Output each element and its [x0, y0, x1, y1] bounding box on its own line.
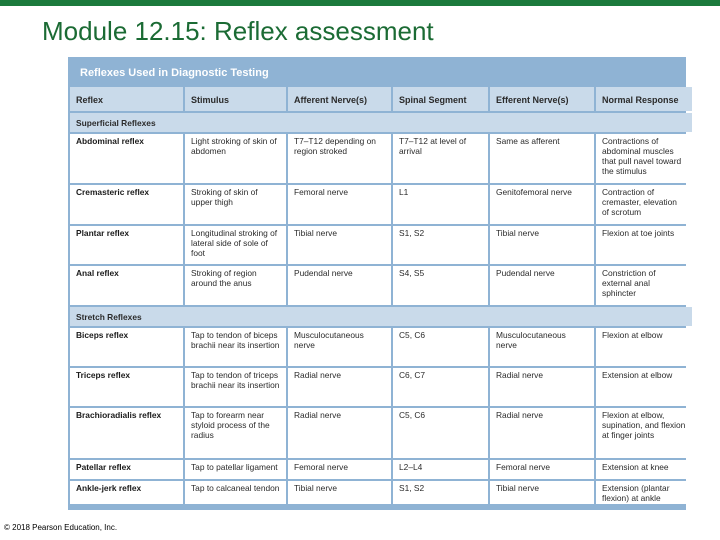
reflex-table-panel — [68, 57, 686, 510]
table-row — [70, 266, 692, 305]
stimulus-cell: Tap to forearm near styloid process of the radius — [185, 408, 286, 458]
afferent-cell: Musculocutaneous nerve — [288, 328, 391, 366]
column-header-efferent: Efferent Nerve(s) — [490, 87, 594, 111]
table-row — [70, 226, 692, 264]
afferent-cell: Radial nerve — [288, 368, 391, 406]
efferent-cell: Radial nerve — [490, 408, 594, 458]
afferent-cell: Radial nerve — [288, 408, 391, 458]
stimulus-cell: Tap to patellar ligament — [185, 460, 286, 479]
response-cell: Extension (plantar flexion) at ankle — [596, 481, 692, 504]
copyright-notice: © 2018 Pearson Education, Inc. — [4, 523, 118, 532]
response-cell: Flexion at elbow — [596, 328, 692, 366]
afferent-cell: T7–T12 depending on region stroked — [288, 134, 391, 183]
spinal-segment-cell: T7–T12 at level of arrival — [393, 134, 488, 183]
spinal-segment-cell: S1, S2 — [393, 481, 488, 504]
reflex-table — [68, 85, 694, 506]
section-label-superficial: Superficial Reflexes — [70, 113, 692, 132]
table-title: Reflexes Used in Diagnostic Testing — [80, 67, 269, 79]
efferent-cell: Pudendal nerve — [490, 266, 594, 305]
section-label-stretch: Stretch Reflexes — [70, 307, 692, 326]
table-row — [70, 134, 692, 183]
response-cell: Constriction of external anal sphincter — [596, 266, 692, 305]
table-row — [70, 460, 692, 479]
stimulus-cell: Tap to tendon of biceps brachii near its insertion — [185, 328, 286, 366]
response-cell: Flexion at toe joints — [596, 226, 692, 264]
table-row — [70, 328, 692, 366]
stimulus-cell: Tap to tendon of triceps brachii near its insertion — [185, 368, 286, 406]
afferent-cell: Femoral nerve — [288, 185, 391, 224]
afferent-cell: Tibial nerve — [288, 226, 391, 264]
efferent-cell: Same as afferent — [490, 134, 594, 183]
stimulus-cell: Light stroking of skin of abdomen — [185, 134, 286, 183]
section-row-superficial — [70, 113, 692, 132]
efferent-cell: Tibial nerve — [490, 226, 594, 264]
column-header-stimulus: Stimulus — [185, 87, 286, 111]
column-header-reflex: Reflex — [70, 87, 183, 111]
slide-title: Module 12.15: Reflex assessment — [42, 16, 434, 46]
column-header-normal-response: Normal Response — [596, 87, 692, 111]
column-header-spinal-segment: Spinal Segment — [393, 87, 488, 111]
reflex-name: Triceps reflex — [70, 368, 183, 406]
response-cell: Flexion at elbow, supination, and flexion at finger joints — [596, 408, 692, 458]
reflex-name: Cremasteric reflex — [70, 185, 183, 224]
reflex-name: Anal reflex — [70, 266, 183, 305]
response-cell: Contractions of abdominal muscles that pull navel toward the stimulus — [596, 134, 692, 183]
spinal-segment-cell: C5, C6 — [393, 328, 488, 366]
reflex-name: Patellar reflex — [70, 460, 183, 479]
efferent-cell: Tibial nerve — [490, 481, 594, 504]
spinal-segment-cell: S4, S5 — [393, 266, 488, 305]
table-row — [70, 368, 692, 406]
section-row-stretch — [70, 307, 692, 326]
table-row — [70, 408, 692, 458]
top-accent-bar — [0, 0, 720, 6]
efferent-cell: Radial nerve — [490, 368, 594, 406]
column-header-afferent: Afferent Nerve(s) — [288, 87, 391, 111]
stimulus-cell: Longitudinal stroking of lateral side of sole of foot — [185, 226, 286, 264]
table-row — [70, 185, 692, 224]
efferent-cell: Musculocutaneous nerve — [490, 328, 594, 366]
reflex-name: Ankle-jerk reflex — [70, 481, 183, 504]
efferent-cell: Femoral nerve — [490, 460, 594, 479]
reflex-name: Plantar reflex — [70, 226, 183, 264]
afferent-cell: Tibial nerve — [288, 481, 391, 504]
stimulus-cell: Stroking of skin of upper thigh — [185, 185, 286, 224]
spinal-segment-cell: C5, C6 — [393, 408, 488, 458]
spinal-segment-cell: S1, S2 — [393, 226, 488, 264]
stimulus-cell: Tap to calcaneal tendon — [185, 481, 286, 504]
table-row — [70, 481, 692, 504]
response-cell: Contraction of cremaster, elevation of scrotum — [596, 185, 692, 224]
response-cell: Extension at elbow — [596, 368, 692, 406]
efferent-cell: Genitofemoral nerve — [490, 185, 594, 224]
spinal-segment-cell: L1 — [393, 185, 488, 224]
afferent-cell: Femoral nerve — [288, 460, 391, 479]
reflex-name: Brachioradialis reflex — [70, 408, 183, 458]
reflex-name: Abdominal reflex — [70, 134, 183, 183]
reflex-name: Biceps reflex — [70, 328, 183, 366]
stimulus-cell: Stroking of region around the anus — [185, 266, 286, 305]
afferent-cell: Pudendal nerve — [288, 266, 391, 305]
response-cell: Extension at knee — [596, 460, 692, 479]
header-row — [70, 87, 692, 111]
spinal-segment-cell: C6, C7 — [393, 368, 488, 406]
spinal-segment-cell: L2–L4 — [393, 460, 488, 479]
